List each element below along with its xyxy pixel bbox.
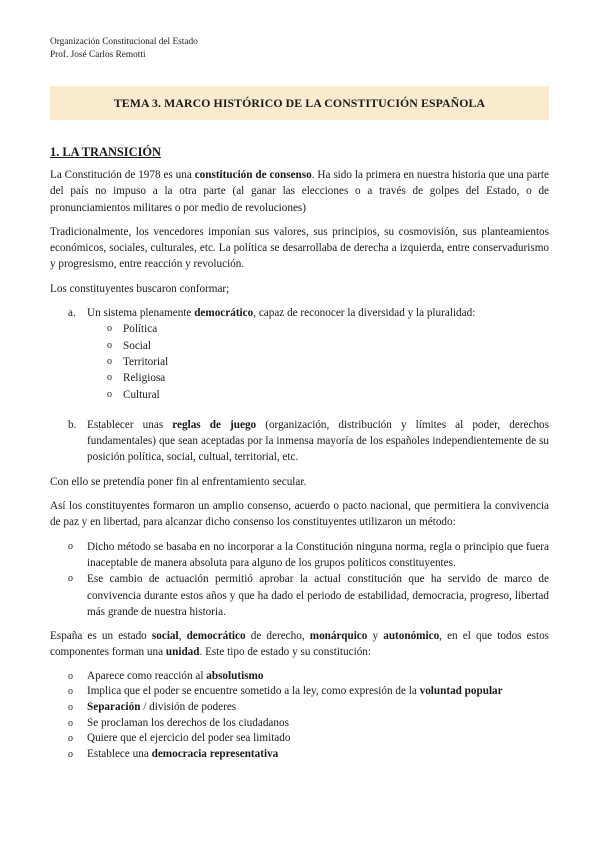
bullet-marker: o [107,372,112,384]
text-run: Establece una [87,747,152,760]
text-run: España es un estado [50,630,152,643]
text-run: Un sistema plenamente [87,307,195,320]
list-item [87,387,549,403]
text-run: Establecer unas [87,418,173,431]
item-text: Religiosa [123,372,166,385]
list-item [50,539,549,572]
state-features-list [50,669,549,763]
bold-term: reglas de juego [172,418,257,431]
text-run: Implica que el poder se encuentre sometido a la ley, como expresión de la [87,685,420,698]
text-run: . Ha sido la primera en nuestra historia que una parte del país no impuso a la otra parte (al ganar las elecciones o a través de golpes del Estado, o de pronunciamientos militares o por medio de revoluciones) [50,169,549,214]
page-header [50,36,198,62]
text-run: La Constitución de 1978 es una [50,169,195,181]
text-run: , [178,630,187,643]
bold-term: democrático [194,307,254,320]
list-item [50,305,549,417]
paragraph-constituyentes: Los constituyentes buscaron conformar; [50,282,230,295]
bold-term: voluntad popular [419,685,503,698]
text-run: . Este tipo de estado y su constitución: [199,646,372,659]
bullet-marker: o [68,573,73,585]
professor-name: Prof. José Carlos Remotti [50,50,146,60]
paragraph-metodo: Así los constituyentes formaron un amplio consenso, acuerdo o pacto nacional, que permitiera la convivencia de paz y en libertad, para alcanzar dicho consenso los constituyentes utilizaron un método: [50,500,549,529]
text-run: (organización, distribución y límites al poder, derechos fundamentales) que sean aceptadas por la inmensa mayoría de los españoles independientemente de su posición política, social, cultual, territorial, etc. [87,418,550,464]
item-text: Cultural [123,388,160,401]
item-text: Quiere que el ejercicio del poder sea limitado [87,732,291,745]
item-text: Se proclaman los derechos de los ciudadanos [87,716,289,729]
goals-list [50,305,549,466]
bold-term: unidad [165,646,200,659]
list-item [50,669,549,685]
list-item [87,354,549,370]
list-item [50,700,549,716]
diversity-sublist [87,321,549,402]
bold-term: democrático [186,630,246,643]
text-run: , en el que todos estos componentes forman una [50,630,550,659]
bullet-marker: o [107,355,112,367]
paragraph-tradicion: Tradicionalmente, los vencedores imponían sus valores, sus principios, su cosmovisión, sus planteamientos económicos, sociales, culturales, etc. La política se desarrollaba de derecha a izquierda, entre conservadurismo y progresismo, entre reacción y revolución. [50,225,549,271]
list-marker: b. [68,418,77,431]
paragraph-consenso [50,167,549,216]
list-marker: a. [68,307,76,320]
bold-term: Separación [87,700,141,713]
item-text: Dicho método se basaba en no incorporar a la Constitución ninguna norma, regla o principio que fuera inaceptable de manera absoluta para alguno de los grupos políticos constituyentes. [87,540,549,569]
text-run: y [367,630,384,643]
method-list [50,539,549,620]
paragraph-estado [50,628,549,661]
item-text: Ese cambio de actuación permitió aprobar la actual constitución que ha servido de marco de convivencia durante estos años y que ha dado el periodo de estabilidad, democracia, progreso, libertad más grande de nuestra historia. [87,573,549,618]
bullet-marker: o [68,540,73,552]
bold-term: absolutismo [206,669,264,682]
item-text: Social [123,339,151,352]
item-text: Territorial [123,355,169,368]
bullet-marker: o [68,733,73,745]
course-name: Organización Constitucional del Estado [50,37,198,47]
topic-banner [50,86,549,120]
list-item [87,370,549,386]
item-text: Política [123,323,158,336]
bullet-marker: o [107,388,112,400]
bold-term: constitución de consenso [194,169,312,181]
bold-term: monárquico [309,630,368,643]
bullet-marker: o [68,701,73,713]
list-item [50,731,549,747]
text-run: / división de poderes [140,700,237,713]
text-run: , capaz de reconocer la diversidad y la pluralidad: [253,307,476,320]
paragraph-enfrentamiento: Con ello se pretendía poner fin al enfrentamiento secular. [50,475,307,488]
bold-term: social [151,630,179,643]
bold-term: autonómico [383,630,440,643]
document-body [50,167,549,770]
text-run: de derecho, [245,630,310,643]
list-item [50,716,549,732]
bullet-marker: o [68,670,73,682]
list-item [50,747,549,763]
bold-term: democracia representativa [151,747,279,760]
list-item [87,338,549,354]
spacer [87,403,549,417]
list-item [50,571,549,620]
list-item [87,321,549,337]
list-item [50,417,549,466]
bullet-marker: o [68,686,73,698]
bullet-marker: o [68,748,73,760]
section-heading: 1. LA TRANSICIÓN [50,145,161,159]
text-run: Aparece como reacción al [87,669,207,682]
topic-title: TEMA 3. MARCO HISTÓRICO DE LA CONSTITUCIÓN ESPAÑOLA [113,95,486,110]
bullet-marker: o [107,323,112,335]
list-item [50,684,549,700]
bullet-marker: o [68,717,73,729]
bullet-marker: o [107,339,112,351]
